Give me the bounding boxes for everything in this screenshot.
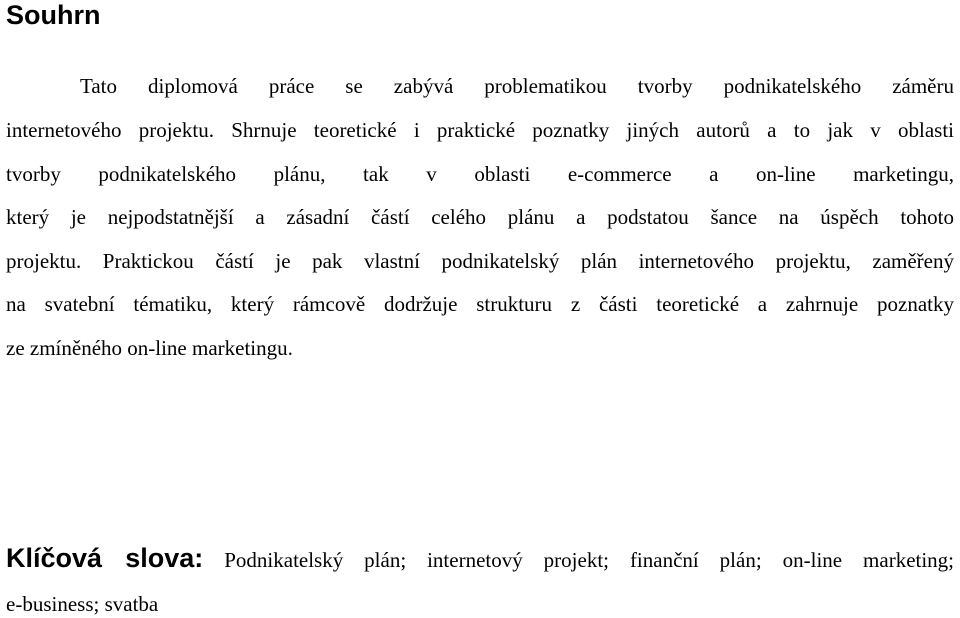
keywords-line-1: [6, 541, 954, 577]
abstract-line-7: ze zmíněného on-line marketingu.: [6, 336, 293, 360]
keywords-label: Klíčová slova:: [6, 543, 204, 573]
keywords-list-part-1: Podnikatelský plán; internetový projekt; finanční plán; on-line marketing;: [224, 548, 955, 572]
abstract-line-4: který je nejpodstatnější a zásadní částí celého plánu a podstatou šance na úspěch tohoto: [6, 205, 954, 229]
abstract-line-5: projektu. Praktickou částí je pak vlastní podnikatelský plán internetového projektu, zaměřený: [6, 249, 954, 273]
section-heading: Souhrn: [6, 0, 101, 30]
keywords-line-2: e-business; svatba: [6, 592, 159, 616]
abstract-line-3: tvorby podnikatelského plánu, tak v oblasti e-commerce a on-line marketingu,: [6, 162, 954, 186]
abstract-line-2: internetového projektu. Shrnuje teoretické i praktické poznatky jiných autorů a to jak v oblasti: [6, 118, 954, 142]
abstract-line-6: na svatební tématiku, který rámcově dodržuje strukturu z části teoretické a zahrnuje poznatky: [6, 292, 954, 316]
abstract-line-1: Tato diplomová práce se zabývá problematikou tvorby podnikatelského záměru: [80, 74, 954, 98]
